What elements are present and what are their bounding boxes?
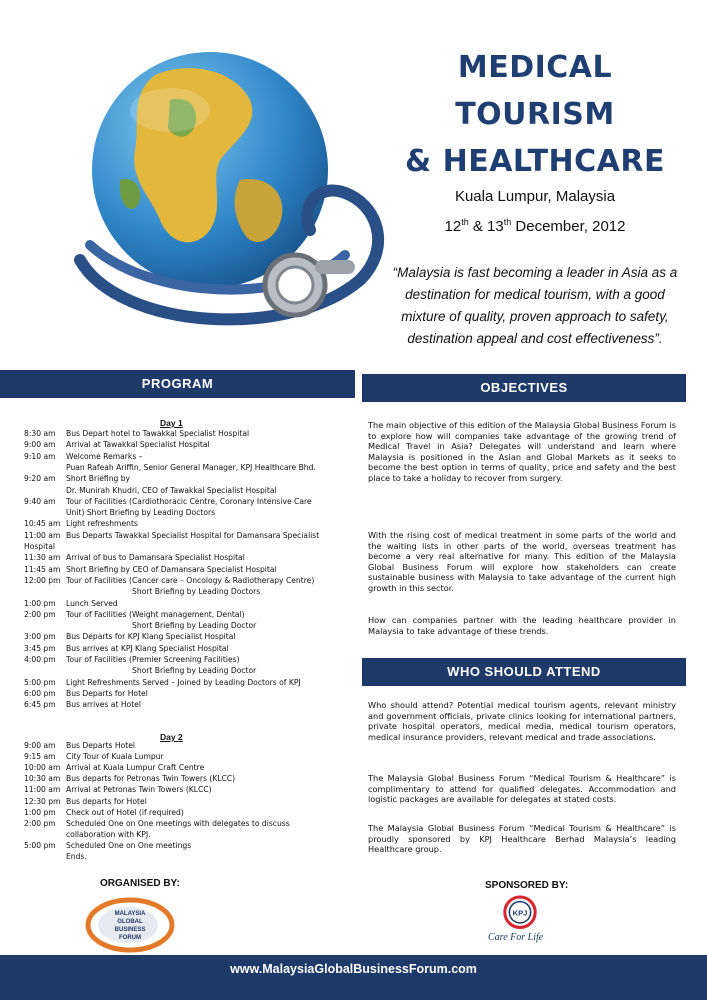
schedule-time: 2:00 pm <box>24 609 56 619</box>
schedule-activity: Puan Rafeah Ariffin, Senior General Manager, KPJ Healthcare Bhd. <box>66 462 316 472</box>
who-paragraph-3: The Malaysia Global Business Forum “Medical Tourism & Healthcare” is proudly sponsored by KPJ Healthcare Berhad Malaysia’s leading Healthcare group. <box>368 823 676 855</box>
schedule-activity: Bus Departs Tawakkal Specialist Hospital for Damansara Specialist <box>66 530 320 540</box>
schedule-activity: Arrival at Kuala Lumpur Craft Centre <box>66 763 205 773</box>
schedule-activity: Welcome Remarks – <box>66 451 143 461</box>
schedule-activity: Short Briefing by Leading Doctors <box>132 587 261 597</box>
objectives-paragraph-2: With the rising cost of medical treatment in some parts of the world and the waiting lists in other parts of the world, overseas treatment has become a very real alternative for many. This edition of the Malaysia Global Business Forum will explore how stakeholders can create sustainable business with Malaysia to take advantage of the current high growth in this sector. <box>368 530 676 593</box>
schedule-time: 10:00 am <box>24 763 61 773</box>
schedule-time: 12:30 pm <box>24 796 61 806</box>
logo-text-4: FORUM <box>119 935 141 941</box>
objectives-header: OBJECTIVES <box>362 374 686 402</box>
schedule-time: 4:00 pm <box>24 655 56 664</box>
schedule-activity: Scheduled One on One meetings with delegates to discuss <box>66 818 290 828</box>
schedule-activity: Bus departs for Hotel <box>66 796 147 806</box>
schedule-activity: Short Briefing by CEO of Damansara Specialist Hospital <box>66 564 277 574</box>
schedule-activity: Bus Departs for Hotel <box>66 688 148 698</box>
day2-heading: Day 2 <box>160 732 183 742</box>
logo-text-2: GLOBAL <box>117 919 143 925</box>
logo-text-1: MALAYSIA <box>114 911 146 917</box>
schedule-activity: Ends. <box>66 852 87 861</box>
schedule-time: 8:30 am <box>24 429 56 438</box>
schedule-activity: collaboration with KPJ. <box>66 829 151 839</box>
schedule-time: 11:00 am <box>24 785 61 795</box>
day1-heading: Day 1 <box>160 418 183 428</box>
title-healthcare: & HEALTHCARE <box>405 144 665 179</box>
schedule-time: 1:00 pm <box>24 598 56 608</box>
schedule-time: 9:10 am <box>24 451 56 461</box>
schedule-activity: Scheduled One on One meetings <box>66 840 192 850</box>
title-medical: MEDICAL <box>457 50 613 85</box>
schedule-time: 9:00 am <box>24 440 56 450</box>
event-location: Kuala Lumpur, Malaysia <box>454 188 616 205</box>
event-date: 12th & 13th December, 2012 <box>444 217 626 235</box>
kpj-logo-text: KPJ <box>512 908 528 918</box>
schedule-time: 6:45 pm <box>24 700 56 710</box>
schedule-activity: Light refreshments <box>66 519 138 529</box>
schedule-activity: Arrival of bus to Damansara Specialist Hospital <box>66 553 245 563</box>
schedule-activity: Short Briefing by Leading Doctor <box>132 666 257 676</box>
schedule-time: 11:45 am <box>24 564 61 574</box>
objectives-paragraph-3: How can companies partner with the leading healthcare provider in Malaysia to take advantage of these trends. <box>368 615 676 636</box>
title-tourism: TOURISM <box>455 97 615 132</box>
schedule-time: 9:00 am <box>24 741 56 750</box>
schedule-time: 2:00 pm <box>24 818 56 828</box>
schedule-time: 3:00 pm <box>24 632 56 642</box>
schedule-time: 9:20 am <box>24 474 56 484</box>
schedule-time: Hospital <box>24 542 55 551</box>
schedule-activity: Bus departs for Petronas Twin Towers (KLCC) <box>66 774 236 784</box>
who-should-attend-header: WHO SHOULD ATTEND <box>362 658 686 686</box>
schedule-activity: Light Refreshments Served – Joined by Leading Doctors of KPJ <box>66 677 301 687</box>
schedule-activity: Arrival at Tawakkal Specialist Hospital <box>66 440 210 450</box>
schedule-activity: Tour of Facilities (Cancer care – Oncology & Radiotherapy Centre) <box>66 575 315 585</box>
schedule-activity: Tour of Facilities (Cardiothoracic Centre, Coronary Intensive Care <box>66 496 312 506</box>
schedule-activity: Tour of Facilities (Premier Screening Facilities) <box>66 655 240 664</box>
schedule-time: 9:40 am <box>24 496 56 506</box>
schedule-activity: Bus Departs for KPJ Klang Specialist Hospital <box>66 632 236 642</box>
tagline-quote: “Malaysia is fast becoming a leader in Asia as a destination for medical tourism, with a good mixture of quality, proven approach to safety, destination appeal and cost effectiveness”. <box>392 265 678 346</box>
who-paragraph-2: The Malaysia Global Business Forum “Medical Tourism & Healthcare” is complimentary to attend for qualified delegates. Accommodation and logistic packages are available for delegates at stated costs. <box>368 773 676 805</box>
sponsored-by-label: SPONSORED BY: <box>485 880 569 891</box>
schedule-activity: Arrival at Petronas Twin Towers (KLCC) <box>66 785 212 795</box>
schedule-activity: Dr. Munirah Khudri, CEO of Tawakkal Specialist Hospital <box>66 485 277 495</box>
schedule-activity: Tour of Facilities (Weight management, Dental) <box>66 609 245 619</box>
schedule-activity: Short Briefing by Leading Doctor <box>132 621 257 631</box>
schedule-time: 10:45 am <box>24 519 61 529</box>
footer-url-link[interactable]: www.MalaysiaGlobalBusinessForum.com <box>230 962 477 976</box>
schedule-activity: City Tour of Kuala Lumpur <box>66 752 164 762</box>
who-paragraph-1: Who should attend? Potential medical tourism agents, relevant ministry and government officials, private clinics looking for international partners, private hospital operators, medical media, medical tourism operators, medical insurance providers, relevant medical and trade associations. <box>368 700 676 742</box>
schedule-time: 5:00 pm <box>24 677 56 687</box>
schedule-activity: Bus Depart hotel to Tawakkal Specialist Hospital <box>66 429 250 438</box>
schedule-time: 12:00 pm <box>24 575 61 585</box>
schedule-time: 5:00 pm <box>24 840 56 850</box>
globe-stethoscope-image <box>60 30 390 360</box>
schedule-activity: Bus Departs Hotel <box>66 741 135 750</box>
schedule-time: 11:30 am <box>24 553 61 563</box>
program-header: PROGRAM <box>0 370 355 398</box>
schedule-time: 1:00 pm <box>24 807 56 817</box>
objectives-paragraph-1: The main objective of this edition of the Malaysia Global Business Forum is to explore how will companies take advantage of the growing trend of Medical Travel in Asia? Delegates will understand and learn where Malaysia is positioned in the Asian and Global Markets as it seeks to become the best option in terms of quality, price and safety and the best place to take a holiday to recover from surgery. <box>368 420 676 483</box>
schedule-activity: Bus arrives at Hotel <box>66 700 141 710</box>
schedule-activity: Bus arrives at KPJ Klang Specialist Hospital <box>66 643 229 653</box>
malaysia-global-business-forum-logo <box>80 893 180 953</box>
organised-by-label: ORGANISED BY: <box>100 878 180 889</box>
kpj-logo <box>495 894 545 932</box>
schedule-activity: Lunch Served <box>66 598 118 608</box>
schedule-activity: Check out of Hotel (if required) <box>66 807 184 817</box>
schedule-time: 3:45 pm <box>24 643 56 653</box>
schedule-time: 9:15 am <box>24 752 56 762</box>
schedule-time: 10:30 am <box>24 774 61 784</box>
logo-text-3: BUSINESS <box>114 927 146 933</box>
sponsor-tagline: Care For Life <box>488 932 544 943</box>
schedule-time: 6:00 pm <box>24 688 56 698</box>
schedule-time: 11:00 am <box>24 530 61 540</box>
schedule-activity: Short Briefing by <box>66 474 131 484</box>
schedule-activity: Unit) Short Briefing by Leading Doctors <box>66 508 216 518</box>
